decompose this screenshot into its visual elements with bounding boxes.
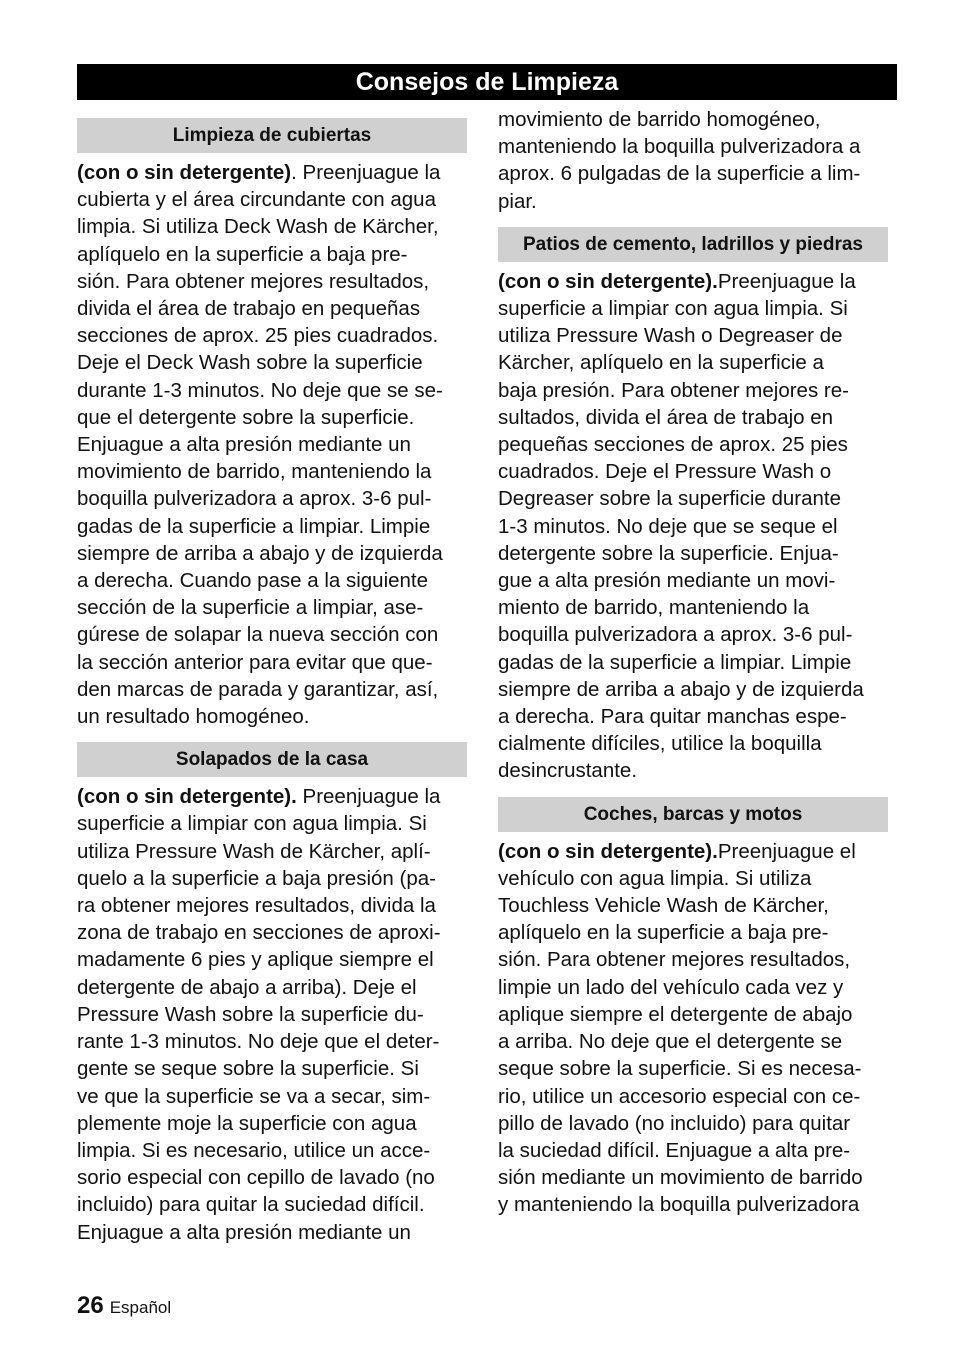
body-patios: Preenjuague la superficie a limpiar con agua limpia. Si utiliza Pressure Wash o Degreaser de Kärcher, aplíquelo en la superficie a baja presión. Para obtener mejores re- sultados, divida el área de trabajo en pequeñas secciones de aprox. 25 pies cuadrados. Deje el Pressure Wash o Degreaser sobre la superficie durante 1-3 minutos. No deje que se seque el detergente sobre la superficie. Enjua- gue a alta presión mediante un movi- miento de barrido, manteniendo la boquilla pulverizadora a aprox. 3-6 pul- gadas de la superficie a limpiar. Limpie siempre de arriba a abajo y de izquierda a derecha. Para quitar manchas espe- cialmente difíciles, utilice la boquilla desincrustante. — [498, 269, 864, 783]
footer-language: Español — [109, 1298, 172, 1317]
paragraph-patios — [498, 268, 897, 785]
body-solapados: Preenjuague la superficie a limpiar con agua limpia. Si utiliza Pressure Wash de Kärcher, aplí- quelo a la superficie a baja presión (pa- ra obtener mejores resultados, divida la zona de trabajo en secciones de aproxi- madamente 6 pies y aplique siempre el detergente de abajo a arriba). Deje el Pressure Wash sobre la superficie du- rante 1-3 minutos. No deje que el deter- gente se seque sobre la superficie. Si ve que la superficie se va a secar, sim- plemente moje la superficie con agua limpia. Si es necesario, utilice un acce- sorio especial con cepillo de lavado (no incluido) para quitar la suciedad difícil. Enjuague a alta presión mediante un — [77, 785, 441, 1244]
paragraph-solapados-continuation: movimiento de barrido homogéneo, manteniendo la boquilla pulverizadora a aprox. 6 pulgadas de la superficie a lim- piar. — [498, 108, 861, 213]
body-limpieza-cubiertas: . Preenjuague la cubierta y el área circundante con agua limpia. Si utiliza Deck Wash de Kärcher, aplíquelo en la superficie a baja pre- sión. Para obtener mejores resultados, divida el área de trabajo en pequeñas secciones de aprox. 25 pies cuadrados. Deje el Deck Wash sobre la superficie durante 1-3 minutos. No deje que se se- que el detergente sobre la superficie. Enjuague a alta presión mediante un movimiento de barrido, manteniendo la boquilla pulverizadora a aprox. 3-6 pul- gadas de la superficie a limpiar. Limpie siempre de arriba a abajo y de izquierda a derecha. Cuando pase a la siguiente sección de la superficie a limpiar, ase- gúrese de solapar la nueva sección con la sección anterior para evitar que que- den marcas de parada y garantizar, así, un resultado homogéneo. — [77, 161, 443, 729]
heading-coches: Coches, barcas y motos — [498, 797, 888, 832]
page-title: Consejos de Limpieza — [77, 64, 897, 100]
lead-limpieza-cubiertas: (con o sin detergente) — [77, 161, 292, 184]
heading-patios: Patios de cemento, ladrillos y piedras — [498, 227, 888, 262]
body-coches: Preenjuague el vehículo con agua limpia. Si utiliza Touchless Vehicle Wash de Kärcher, aplíquelo en la superficie a baja pre- sión. Para obtener mejores resultados, limpie un lado del vehículo cada vez y aplique siempre el detergente de abajo a arriba. No deje que el detergente se seque sobre la superficie. Si es necesa- rio, utilice un accesorio especial con ce- pillo de lavado (no incluido) para quitar la suciedad difícil. Enjuague a alta pre- sión mediante un movimiento de barrido y manteniendo la boquilla pulverizadora — [498, 839, 863, 1217]
heading-limpieza-cubiertas: Limpieza de cubiertas — [77, 118, 467, 153]
lead-coches: (con o sin detergente). — [498, 839, 718, 863]
paragraph-limpieza-cubiertas — [77, 159, 474, 730]
heading-solapados: Solapados de la casa — [77, 742, 467, 777]
left-column — [77, 106, 474, 1258]
right-column — [498, 106, 897, 1231]
page-number: 26 — [77, 1292, 104, 1319]
lead-patios: (con o sin detergente). — [498, 269, 718, 293]
paragraph-solapados — [77, 783, 474, 1245]
paragraph-coches — [498, 838, 897, 1219]
page-footer — [77, 1291, 171, 1323]
lead-solapados: (con o sin detergente). — [77, 785, 297, 809]
